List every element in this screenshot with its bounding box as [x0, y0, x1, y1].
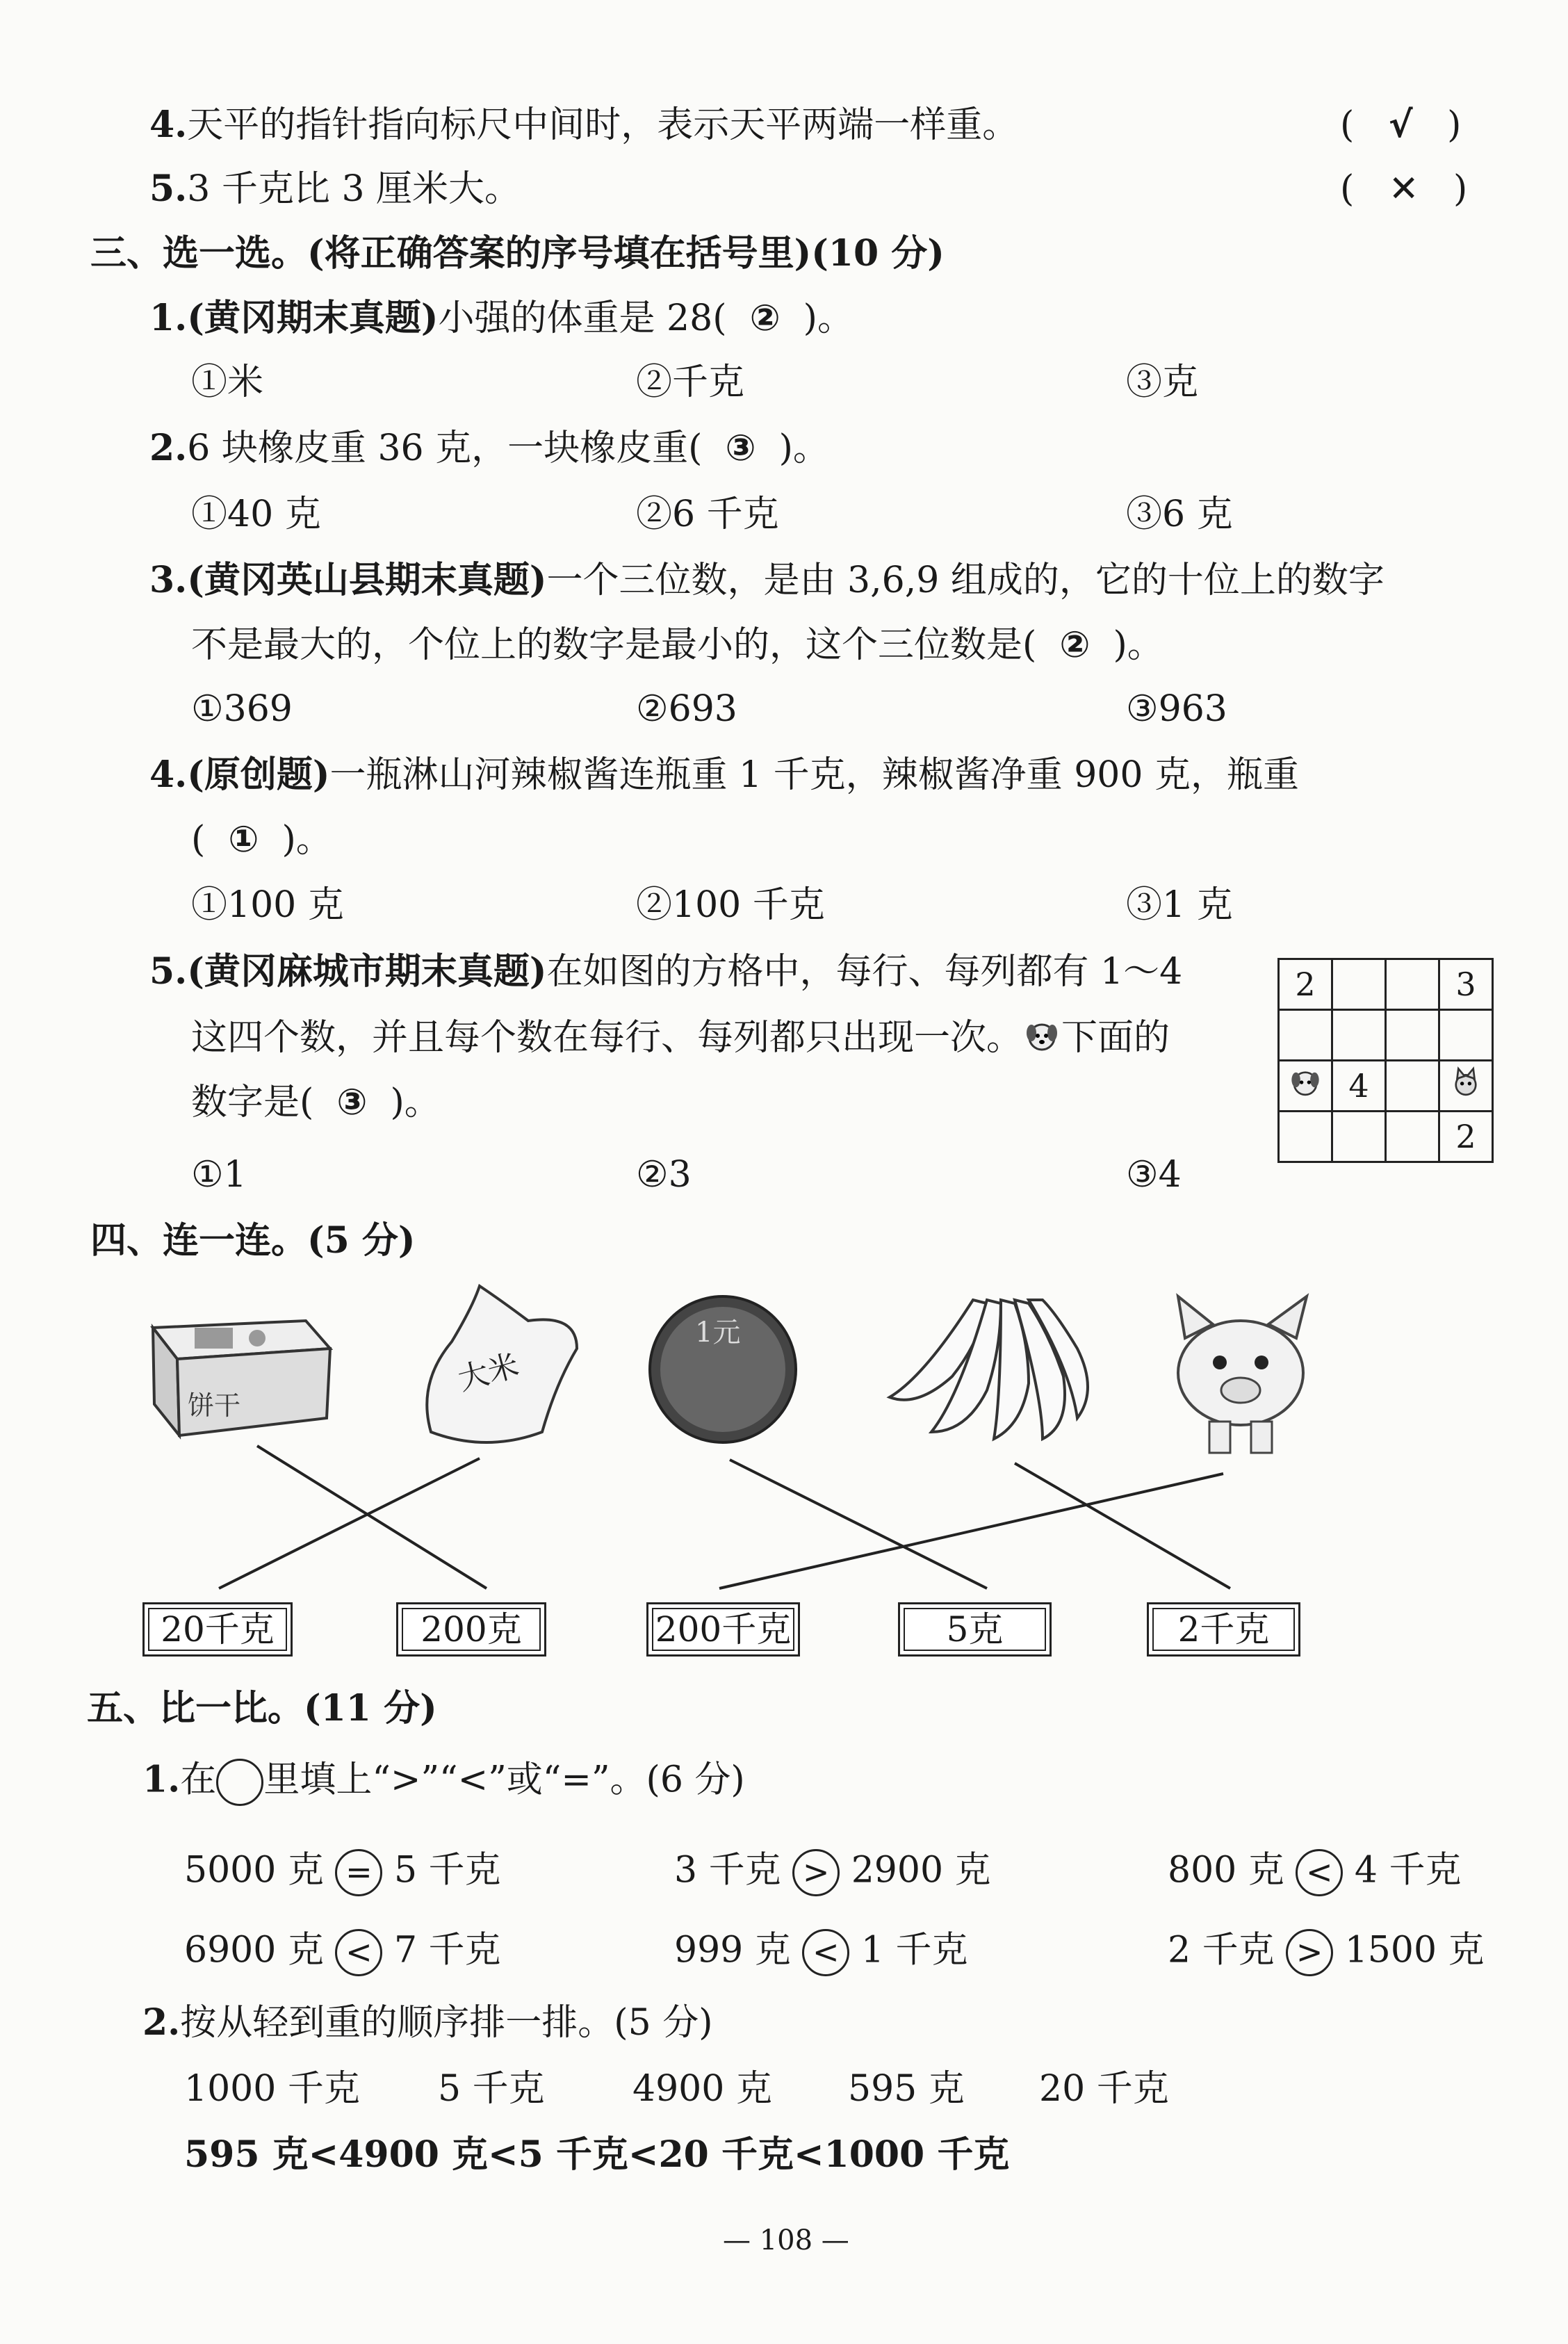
line-coin — [730, 1460, 987, 1588]
p5-line1: 在如图的方格中，每行、每列都有 1～4 — [546, 951, 1183, 993]
p2-answer: ③ — [725, 428, 756, 469]
p4-tail: )。 — [281, 819, 332, 861]
line-biscuit — [257, 1446, 487, 1588]
sec3-p5-line1 — [149, 951, 1182, 993]
coin-label: 1元 — [695, 1317, 741, 1349]
q5-num: 5. — [149, 168, 188, 210]
compare-sign: > — [792, 1849, 840, 1896]
p2-tail: )。 — [778, 428, 829, 469]
p4-open: ( — [191, 819, 206, 861]
s5p1-text-b: 里填上“>”“<”或“=”。(6 分) — [263, 1759, 745, 1801]
sec3-p5-line2 — [191, 1016, 1170, 1064]
p2-opt-2: ②6 千克 — [636, 494, 779, 535]
p1-answer: ② — [749, 298, 781, 339]
page-number: — 108 — — [723, 2224, 849, 2256]
q4-answer: √ — [1388, 104, 1413, 146]
q5-line — [149, 168, 521, 210]
box-200g: 200克 — [396, 1602, 546, 1657]
grid-cell — [1279, 1112, 1332, 1162]
grid-cell: 2 — [1279, 959, 1332, 1010]
p4-tag: (原创题) — [187, 754, 330, 796]
grid-cell-dog — [1279, 1061, 1332, 1112]
compare-4: 6900 克 < 7 千克 — [184, 1929, 501, 1976]
grid-cell — [1386, 1061, 1439, 1112]
compare-5: 999 克 < 1 千克 — [674, 1929, 967, 1976]
s5p1-num: 1. — [142, 1758, 181, 1801]
biscuit-box-image — [153, 1321, 330, 1435]
q4-line — [149, 104, 1018, 146]
box-5g: 5克 — [898, 1602, 1052, 1657]
sec3-p4-line1 — [149, 754, 1299, 796]
sec3-p2 — [149, 428, 829, 469]
p5-opt-2: ②3 — [636, 1154, 692, 1196]
p1-tail: )。 — [803, 298, 854, 339]
s5p2-num: 2. — [142, 2001, 181, 2044]
p2-opt-3: ③6 克 — [1126, 494, 1233, 535]
q5-answer: ✕ — [1388, 168, 1419, 210]
p4-opt-3: ③1 克 — [1126, 884, 1233, 926]
grid-cell — [1386, 1112, 1439, 1162]
p2-num: 2. — [149, 427, 188, 469]
match-lines — [219, 1446, 1230, 1588]
q4-text: 天平的指针指向标尺中间时，表示天平两端一样重。 — [187, 104, 1019, 146]
grid-cell — [1386, 959, 1439, 1010]
p3-tag: (黄冈英山县期末真题) — [187, 559, 547, 601]
sec3-p5-line3 — [191, 1082, 441, 1123]
p4-opt-2: ②100 千克 — [636, 884, 825, 926]
weight-item: 4900 克 — [632, 2068, 772, 2110]
p5-line2a: 这四个数，并且每个数在每行、每列都只出现一次。 — [191, 1017, 1023, 1059]
pig-image — [1178, 1296, 1307, 1481]
p1-text: 小强的体重是 28( — [438, 298, 727, 339]
p5-line3: 数字是( — [191, 1082, 314, 1123]
sec4-title: 四、连一连。(5 分) — [90, 1219, 416, 1262]
rice-label: 大米 — [454, 1347, 523, 1398]
p3-answer: ② — [1059, 624, 1091, 666]
p4-num: 4. — [149, 754, 188, 796]
p3-opt-2: ②693 — [636, 688, 737, 730]
sec3-p3-line2 — [191, 624, 1163, 666]
p5-opt-1: ①1 — [191, 1154, 247, 1196]
compare-1: 5000 克 = 5 千克 — [184, 1849, 501, 1896]
sec3-p4-line2 — [191, 819, 332, 861]
q4-num: 4. — [149, 104, 188, 146]
box-20kg: 20千克 — [142, 1602, 293, 1657]
compare-sign: > — [1286, 1929, 1333, 1976]
p5-line2b: 下面的 — [1061, 1017, 1170, 1059]
grid-cell — [1332, 1112, 1386, 1162]
p3-opt-1: ①369 — [191, 688, 293, 730]
sec5-title: 五、比一比。(11 分) — [87, 1687, 437, 1729]
grid-cell: 3 — [1439, 959, 1493, 1010]
q4-paren: ( √ ) — [1340, 104, 1462, 146]
box-200kg: 200千克 — [646, 1602, 800, 1657]
box-2kg: 2千克 — [1147, 1602, 1300, 1657]
s5p1-text-a: 在 — [180, 1759, 217, 1801]
grid-cell: 2 — [1439, 1112, 1493, 1162]
grid-cell — [1332, 959, 1386, 1010]
p3-opt-3: ③963 — [1126, 688, 1227, 730]
sec5-p1 — [142, 1759, 745, 1806]
s5p2-text: 按从轻到重的顺序排一排。(5 分) — [180, 2002, 713, 2044]
sec3-p3-line1 — [149, 560, 1385, 601]
banana-image — [890, 1300, 1088, 1439]
order-answer: 595 克<4900 克<5 千克<20 千克<1000 千克 — [184, 2133, 1010, 2176]
weight-item: 20 千克 — [1039, 2068, 1169, 2110]
q5-text: 3 千克比 3 厘米大。 — [187, 168, 521, 210]
dog-icon — [1022, 1016, 1061, 1064]
p2-opt-1: ①40 克 — [191, 494, 321, 535]
compare-sign: = — [335, 1849, 382, 1896]
p1-opt-1: ①米 — [191, 361, 264, 403]
p3-num: 3. — [149, 559, 188, 601]
compare-2: 3 千克 > 2900 克 — [674, 1849, 991, 1896]
compare-6: 2 千克 > 1500 克 — [1168, 1929, 1485, 1976]
p1-tag: (黄冈期末真题) — [187, 297, 439, 339]
grid-cell-cat — [1439, 1061, 1493, 1112]
q5-paren: ( ✕ ) — [1340, 168, 1468, 210]
grid-cell — [1386, 1010, 1439, 1061]
grid-cell: 4 — [1332, 1061, 1386, 1112]
sec3-p1 — [149, 298, 854, 339]
p2-text: 6 块橡皮重 36 克，一块橡皮重( — [187, 428, 703, 469]
p4-line1: 一瓶淋山河辣椒酱连瓶重 1 千克，辣椒酱净重 900 克，瓶重 — [329, 754, 1299, 796]
coin-image — [650, 1296, 796, 1442]
p3-line2: 不是最大的，个位上的数字是最小的，这个三位数是( — [191, 624, 1037, 666]
p1-opt-2: ②千克 — [636, 361, 745, 403]
compare-sign: < — [335, 1929, 382, 1976]
dog-icon — [1288, 1065, 1323, 1100]
p5-opt-3: ③4 — [1126, 1154, 1182, 1196]
biscuit-label: 饼干 — [188, 1390, 241, 1421]
p3-line1: 一个三位数，是由 3,6,9 组成的，它的十位上的数字 — [546, 560, 1385, 601]
line-banana — [1015, 1463, 1230, 1588]
p5-num: 5. — [149, 950, 188, 993]
cat-icon — [1448, 1065, 1483, 1100]
p1-opt-3: ③克 — [1126, 361, 1199, 403]
compare-sign: < — [802, 1929, 849, 1976]
p5-tail: )。 — [390, 1082, 441, 1123]
sec3-title: 三、选一选。(将正确答案的序号填在括号里)(10 分) — [90, 232, 945, 275]
weight-item: 1000 千克 — [184, 2068, 360, 2110]
grid-cell — [1332, 1010, 1386, 1061]
p4-answer: ① — [228, 819, 259, 861]
p1-num: 1. — [149, 297, 188, 339]
line-rice — [219, 1458, 480, 1588]
p3-tail: )。 — [1113, 624, 1163, 666]
p5-tag: (黄冈麻城市期末真题) — [187, 950, 547, 993]
number-grid — [1277, 958, 1494, 1163]
grid-cell — [1279, 1010, 1332, 1061]
sec5-p2 — [142, 2002, 713, 2044]
compare-sign: < — [1296, 1849, 1343, 1896]
weight-item: 5 千克 — [438, 2068, 545, 2110]
weight-item: 595 克 — [848, 2068, 965, 2110]
compare-3: 800 克 < 4 千克 — [1168, 1849, 1461, 1896]
p4-opt-1: ①100 克 — [191, 884, 344, 926]
p5-answer: ③ — [336, 1082, 368, 1123]
rice-bag-image — [427, 1286, 577, 1442]
blank-circle-icon — [216, 1759, 263, 1806]
grid-cell — [1439, 1010, 1493, 1061]
